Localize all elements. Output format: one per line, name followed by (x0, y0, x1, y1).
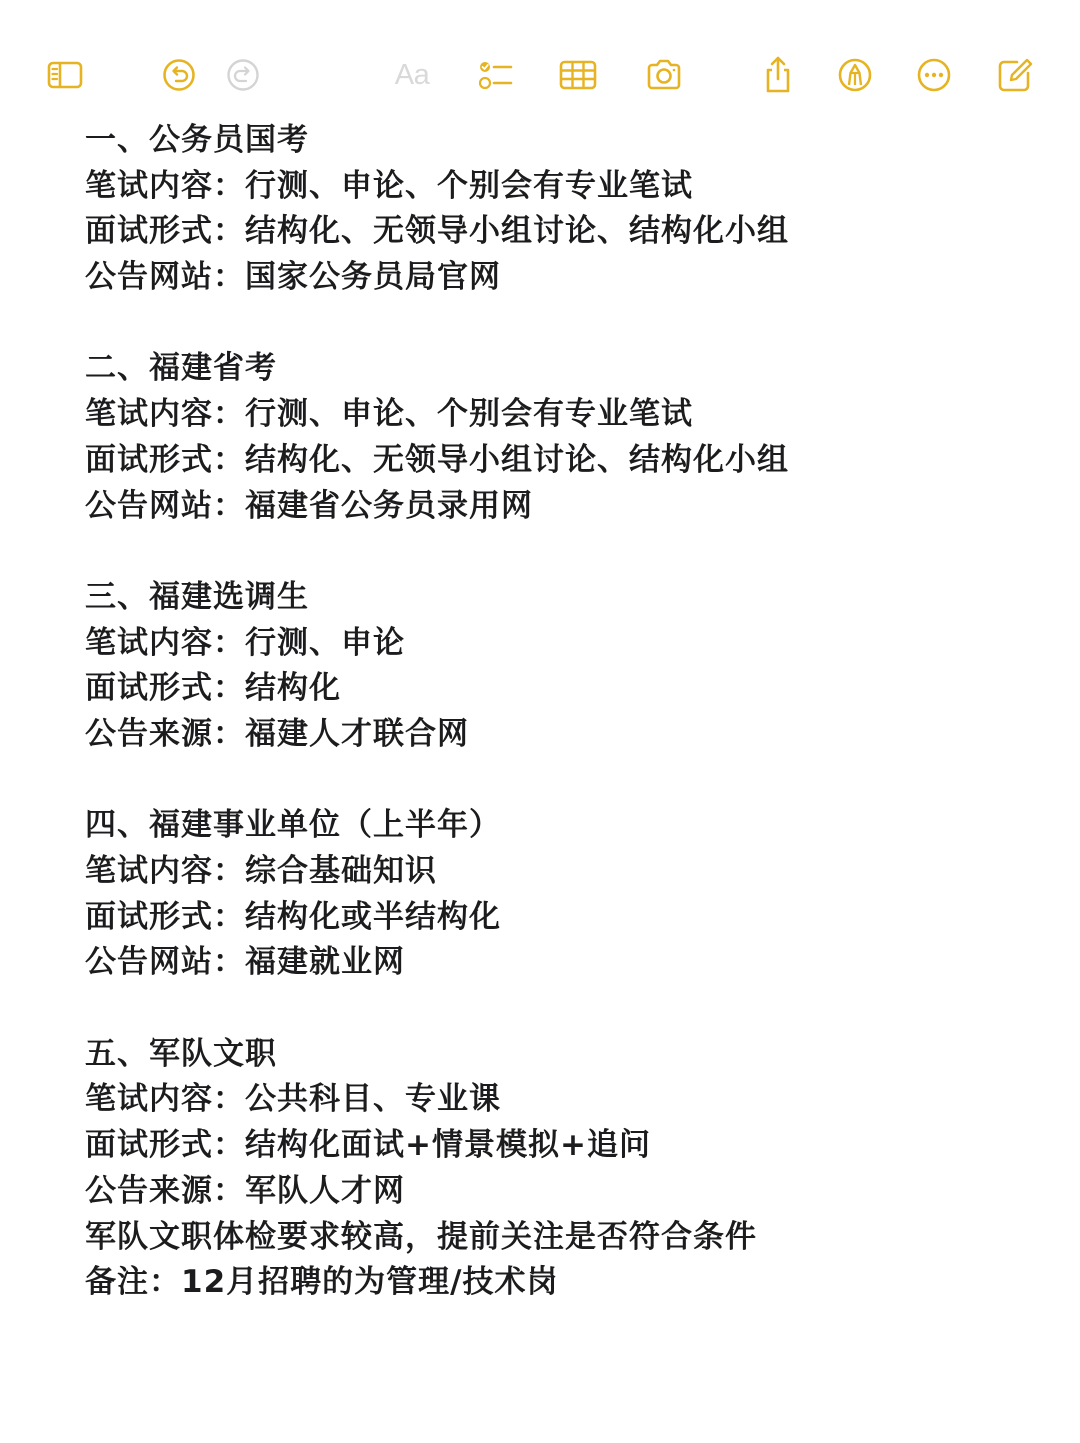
sidebar-toggle-button[interactable] (42, 52, 88, 98)
sidebar-icon (46, 56, 84, 94)
note-section (85, 118, 1045, 301)
section-heading: 一、公务员国考 (85, 122, 309, 158)
section-heading: 四、福建事业单位（上半年） (85, 807, 501, 844)
checklist-button[interactable] (472, 52, 518, 98)
share-icon (759, 56, 797, 94)
note-line: 笔试内容：行测、申论、个别会有专业笔试 (85, 167, 693, 204)
note-line: 面试形式：结构化、无领导小组讨论、结构化小组 (85, 441, 789, 478)
note-line: 备注：12月招聘的为管理/技术岗 (85, 1264, 559, 1301)
section-heading: 二、福建省考 (85, 350, 277, 387)
note-line: 笔试内容：行测、申论、个别会有专业笔试 (85, 396, 693, 433)
note-line: 笔试内容：行测、申论 (85, 624, 405, 661)
note-line: 笔试内容：公共科目、专业课 (85, 1081, 501, 1118)
section-heading: 五、军队文职 (85, 1035, 277, 1072)
more-button[interactable] (911, 52, 957, 98)
compose-icon (996, 56, 1034, 94)
note-line: 公告来源：福建人才联合网 (85, 715, 469, 752)
markup-button[interactable] (832, 52, 878, 98)
note-line: 公告网站：国家公务员局官网 (85, 259, 501, 296)
text-format-icon: Aa (394, 58, 430, 91)
table-button[interactable] (555, 52, 601, 98)
notes-toolbar (0, 0, 1080, 120)
redo-icon (224, 56, 262, 94)
note-line: 公告网站：福建就业网 (85, 944, 405, 981)
note-line: 公告网站：福建省公务员录用网 (85, 487, 533, 524)
note-line: 军队文职体检要求较高，提前关注是否符合条件 (85, 1218, 757, 1255)
note-line: 面试形式：结构化面试+情景模拟+追问 (85, 1127, 651, 1164)
table-icon (559, 56, 597, 94)
compose-button[interactable] (992, 52, 1038, 98)
note-line: 面试形式：结构化或半结构化 (85, 898, 501, 935)
note-body[interactable] (85, 118, 1045, 1306)
redo-button[interactable] (220, 52, 266, 98)
note-section (85, 575, 1045, 758)
markup-icon (836, 56, 874, 94)
share-button[interactable] (755, 52, 801, 98)
checklist-icon (476, 56, 514, 94)
note-section (85, 1032, 1045, 1306)
undo-icon (160, 56, 198, 94)
more-icon (915, 56, 953, 94)
note-line: 面试形式：结构化、无领导小组讨论、结构化小组 (85, 213, 789, 250)
camera-button[interactable] (641, 52, 687, 98)
note-line: 面试形式：结构化 (85, 670, 341, 707)
text-format-button[interactable] (389, 52, 435, 98)
note-line: 公告来源：军队人才网 (85, 1172, 405, 1209)
note-line: 笔试内容：综合基础知识 (85, 853, 437, 889)
section-heading: 三、福建选调生 (85, 578, 309, 615)
undo-button[interactable] (156, 52, 202, 98)
note-section (85, 803, 1045, 986)
camera-icon (645, 56, 683, 94)
note-section (85, 346, 1045, 529)
